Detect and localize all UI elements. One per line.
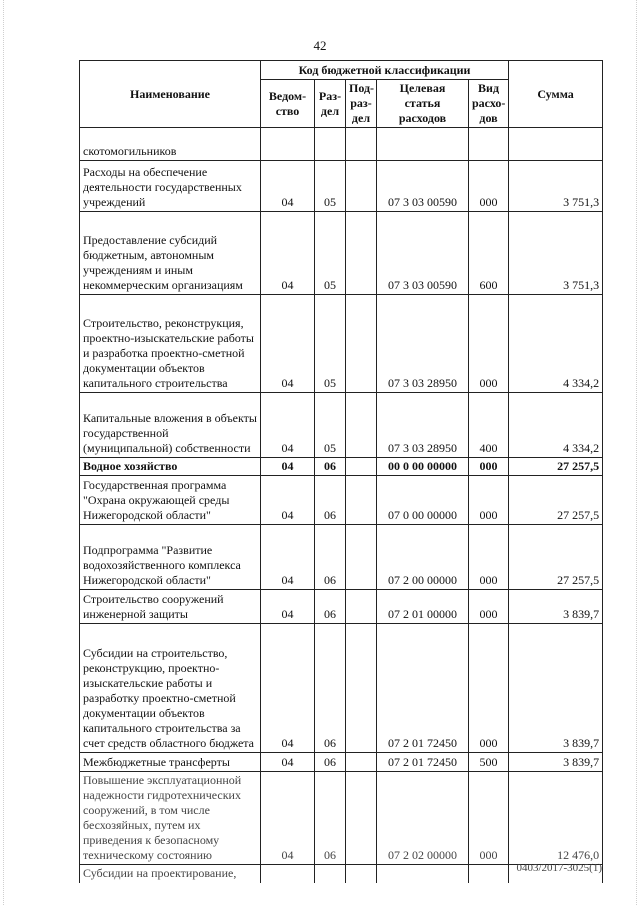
- header-dept: [261, 80, 315, 128]
- cell-target: 07 2 01 72450: [377, 624, 469, 753]
- table-row: [80, 161, 603, 212]
- cell-name: Повышение эксплуатационной надежности гидротехнических сооружений, в том числе бесхозяйных, путем их приведения к безопасному техническому состоянию: [80, 772, 261, 865]
- cell-sum: 3 839,7: [509, 753, 603, 772]
- cell-subsection: [346, 624, 377, 753]
- cell-target: [377, 865, 469, 884]
- cell-subsection: [346, 476, 377, 525]
- cell-name: Подпрограмма "Развитие водохозяйственного комплекса Нижегородской области": [80, 525, 261, 590]
- cell-target: 07 3 03 00590: [377, 212, 469, 295]
- cell-kind: 000: [469, 161, 509, 212]
- cell-kind: [469, 865, 509, 884]
- header-kind-text: Вид расхо- дов: [472, 81, 506, 125]
- cell-subsection: [346, 393, 377, 458]
- cell-subsection: [346, 772, 377, 865]
- cell-kind: [469, 128, 509, 161]
- cell-sum: 3 839,7: [509, 590, 603, 624]
- cell-name: скотомогильников: [80, 128, 261, 161]
- header-sum: Сумма: [509, 61, 603, 128]
- cell-kind: 500: [469, 753, 509, 772]
- cell-dept: 04: [261, 753, 315, 772]
- cell-name: Расходы на обеспечение деятельности государственных учреждений: [80, 161, 261, 212]
- cell-sum: 27 257,5: [509, 525, 603, 590]
- header-subsection-text: Под- раз- дел: [349, 81, 375, 125]
- cell-target: 07 2 01 00000: [377, 590, 469, 624]
- cell-section: 06: [315, 476, 346, 525]
- cell-sum: 4 334,2: [509, 393, 603, 458]
- cell-name: Субсидии на проектирование,: [80, 865, 261, 884]
- header-name: Наименование: [80, 61, 261, 128]
- cell-dept: [261, 128, 315, 161]
- header-target: [377, 80, 469, 128]
- scan-edge-left: [3, 0, 5, 905]
- header-section-text: Раз- дел: [318, 88, 342, 118]
- cell-name: Водное хозяйство: [80, 458, 261, 476]
- cell-kind: 000: [469, 772, 509, 865]
- header-target-text: Целевая статья расходов: [398, 81, 447, 125]
- header-classification-group: Код бюджетной классификации: [261, 61, 509, 80]
- cell-sum: 3 839,7: [509, 624, 603, 753]
- cell-target: 07 2 01 72450: [377, 753, 469, 772]
- table-row: [80, 525, 603, 590]
- header-kind: [469, 80, 509, 128]
- cell-kind: 400: [469, 393, 509, 458]
- cell-kind: 000: [469, 624, 509, 753]
- cell-kind: 000: [469, 525, 509, 590]
- page-number: 42: [313, 38, 327, 53]
- cell-dept: 04: [261, 393, 315, 458]
- table-row: [80, 772, 603, 865]
- cell-subsection: [346, 128, 377, 161]
- cell-target: 07 2 00 00000: [377, 525, 469, 590]
- cell-section: 06: [315, 458, 346, 476]
- cell-dept: 04: [261, 590, 315, 624]
- cell-target: 07 3 03 28950: [377, 393, 469, 458]
- cell-section: 05: [315, 212, 346, 295]
- cell-section: 06: [315, 624, 346, 753]
- cell-name: Субсидии на строительство, реконструкцию, проектно-изыскательские работы и разработку проектно-сметной документации объектов капитального строительства за счет средств областного бюджета: [80, 624, 261, 753]
- table-row: [80, 212, 603, 295]
- cell-sum: 4 334,2: [509, 295, 603, 393]
- cell-sum: 3 751,3: [509, 161, 603, 212]
- cell-name: Предоставление субсидий бюджетным, автономным учреждениям и иным некоммерческим организациям: [80, 212, 261, 295]
- cell-subsection: [346, 525, 377, 590]
- cell-dept: 04: [261, 212, 315, 295]
- cell-section: 06: [315, 772, 346, 865]
- cell-subsection: [346, 212, 377, 295]
- cell-dept: 04: [261, 161, 315, 212]
- cell-sum: 12 476,0: [509, 772, 603, 865]
- cell-name: Капитальные вложения в объекты государственной (муниципальной) собственности: [80, 393, 261, 458]
- cell-dept: 04: [261, 624, 315, 753]
- cell-kind: 000: [469, 590, 509, 624]
- cell-sum: [509, 128, 603, 161]
- table-row: [80, 295, 603, 393]
- table-row: [80, 458, 603, 476]
- cell-dept: 04: [261, 772, 315, 865]
- scan-edge-right: [636, 0, 638, 905]
- cell-section: [315, 128, 346, 161]
- cell-kind: 000: [469, 295, 509, 393]
- cell-section: 05: [315, 161, 346, 212]
- cell-subsection: [346, 295, 377, 393]
- cell-name: Строительство, реконструкция, проектно-изыскательские работы и разработка проектно-сметной документации объектов капитального строительства: [80, 295, 261, 393]
- cell-sum: 27 257,5: [509, 458, 603, 476]
- table-row: [80, 393, 603, 458]
- document-code: 0403/2017-3025(1): [516, 862, 602, 874]
- cell-dept: 04: [261, 476, 315, 525]
- cell-dept: 04: [261, 458, 315, 476]
- cell-subsection: [346, 865, 377, 884]
- cell-target: 07 3 03 28950: [377, 295, 469, 393]
- cell-kind: 600: [469, 212, 509, 295]
- cell-name: Межбюджетные трансферты: [80, 753, 261, 772]
- table-row: [80, 476, 603, 525]
- budget-table: [79, 60, 603, 883]
- cell-target: 07 3 03 00590: [377, 161, 469, 212]
- table-row: [80, 753, 603, 772]
- cell-sum: 3 751,3: [509, 212, 603, 295]
- cell-section: 06: [315, 590, 346, 624]
- cell-dept: 04: [261, 295, 315, 393]
- cell-sum: 27 257,5: [509, 476, 603, 525]
- cell-kind: 000: [469, 476, 509, 525]
- cell-section: [315, 865, 346, 884]
- cell-section: 06: [315, 525, 346, 590]
- header-subsection: [346, 80, 377, 128]
- cell-target: 07 2 02 00000: [377, 772, 469, 865]
- header-section: [315, 80, 346, 128]
- cell-subsection: [346, 458, 377, 476]
- cell-kind: 000: [469, 458, 509, 476]
- table-row: [80, 128, 603, 161]
- cell-target: [377, 128, 469, 161]
- table-row: [80, 590, 603, 624]
- cell-subsection: [346, 161, 377, 212]
- header-dept-text: Ведом- ство: [268, 88, 307, 118]
- cell-name: Государственная программа "Охрана окружающей среды Нижегородской области": [80, 476, 261, 525]
- cell-section: 05: [315, 295, 346, 393]
- cell-target: 00 0 00 00000: [377, 458, 469, 476]
- cell-subsection: [346, 753, 377, 772]
- cell-name: Строительство сооружений инженерной защиты: [80, 590, 261, 624]
- table-row: [80, 624, 603, 753]
- cell-dept: 04: [261, 525, 315, 590]
- cell-target: 07 0 00 00000: [377, 476, 469, 525]
- cell-section: 05: [315, 393, 346, 458]
- cell-subsection: [346, 590, 377, 624]
- cell-dept: [261, 865, 315, 884]
- cell-section: 06: [315, 753, 346, 772]
